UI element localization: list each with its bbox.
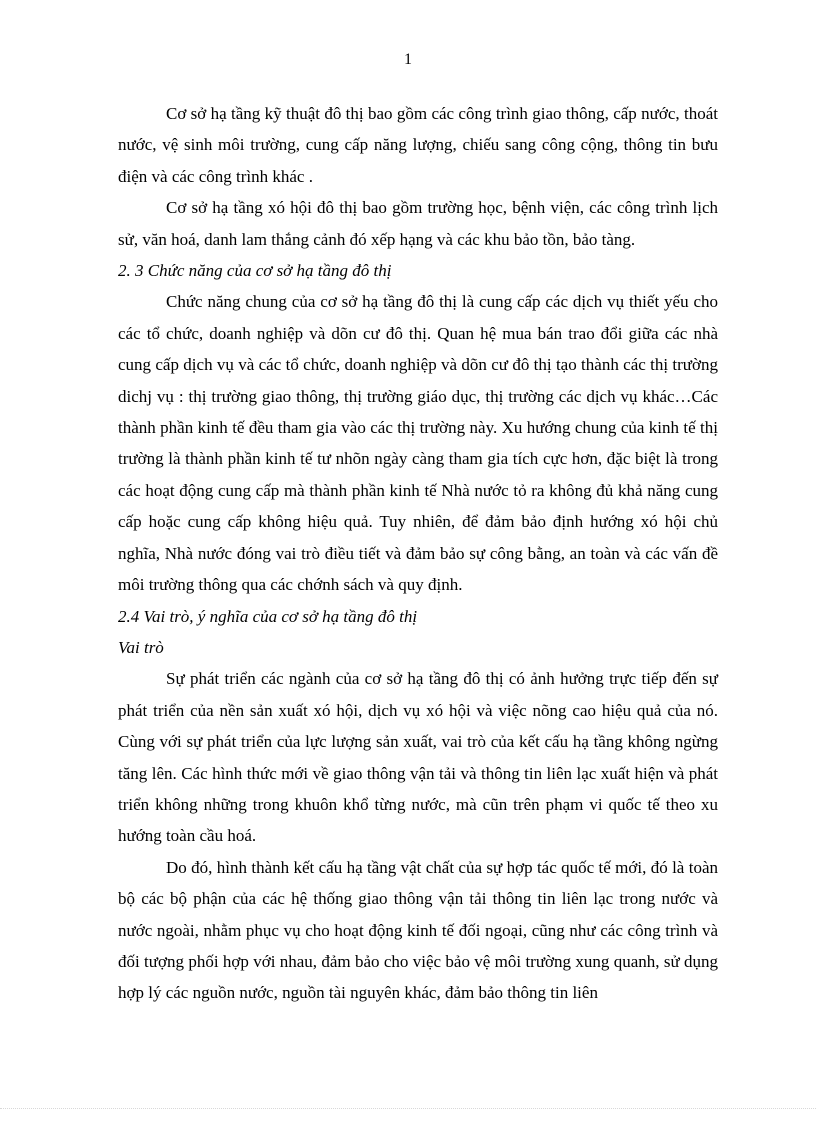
paragraph-international-cooperation: Do đó, hình thành kết cấu hạ tầng vật chất của sự hợp tác quốc tế mới, đó là toàn bộ các bộ phận của các hệ thống giao thông vận tải thông tin liên lạc trong nước và nước ngoài, nhằm phục vụ cho hoạt động kinh tế đối ngoại, cũng như các công trình và đối tượng phối hợp với nhau, đảm bảo cho việc bảo vệ môi trường xung quanh, sử dụng hợp lý các nguồn nước, nguồn tài nguyên khác, đảm bảo thông tin liên [118,857,718,1003]
paragraph-functions: Chức năng chung của cơ sở hạ tầng đô thị là cung cấp các dịch vụ thiết yếu cho các tổ chức, doanh nghiệp và dõn cư đô thị. Quan hệ mua bán trao đổi giữa các nhà cung cấp dịch vụ và các tổ chức, doanh nghiệp và dõn cư đô thị tạo thành các thị trường dichj vụ : thị trường giao thông, thị trường giáo dục, thị trường các dịch vụ khác…Các thành phần kinh tế đều tham gia vào các thị trường này. Xu hướng chung của kinh tế thị trường là thành phần kinh tế tư nhõn ngày càng tham gia tích cực hơn, đặc biệt là trong các hoạt động cung cấp mà thành phần kinh tế Nhà nước tỏ ra không đủ khả năng cung cấp hoặc cung cấp không hiệu quả. Tuy nhiên, để đảm bảo định hướng xó hội chủ nghĩa, Nhà nước đóng vai trò điều tiết và đảm bảo sự công bằng, an toàn và các vấn đề môi trường thông qua các chớnh sách và quy định. [118,292,718,595]
paragraph-infrastructure-social: Cơ sở hạ tầng xó hội đô thị bao gồm trường học, bệnh viện, các công trình lịch sử, văn hoá, danh lam thắng cảnh đó xếp hạng và các khu bảo tồn, bảo tàng. [118,198,718,249]
section-heading-role-meaning: 2.4 Vai trò, ý nghĩa của cơ sở hạ tầng đô thị [118,606,418,626]
paragraph-role-development: Sự phát triển các ngành của cơ sở hạ tầng đô thị có ảnh hưởng trực tiếp đến sự phát triển của nền sản xuất xó hội, dịch vụ xó hội và việc nõng cao hiệu quả của nó. Cùng với sự phát triển của lực lượng sản xuất, vai trò của kết cấu hạ tầng không ngừng tăng lên. Các hình thức mới về giao thông vận tải và thông tin liên lạc xuất hiện và phát triển không những trong khuôn khổ từng nước, mà cũn trên phạm vi quốc tế theo xu hướng toàn cầu hoá. [118,669,718,846]
page-number: 1 [404,51,412,68]
page-bottom-divider [0,1108,816,1109]
subheading-role: Vai trò [118,637,164,657]
paragraph-infrastructure-technical: Cơ sở hạ tầng kỹ thuật đô thị bao gồm các công trình giao thông, cấp nước, thoát nước, vệ sinh môi trường, cung cấp năng lượng, chiếu sang công cộng, thông tin bưu điện và các công trình khác . [118,104,718,186]
document-body [118,98,718,1009]
section-heading-functions: 2. 3 Chức năng của cơ sở hạ tầng đô thị [118,261,392,281]
